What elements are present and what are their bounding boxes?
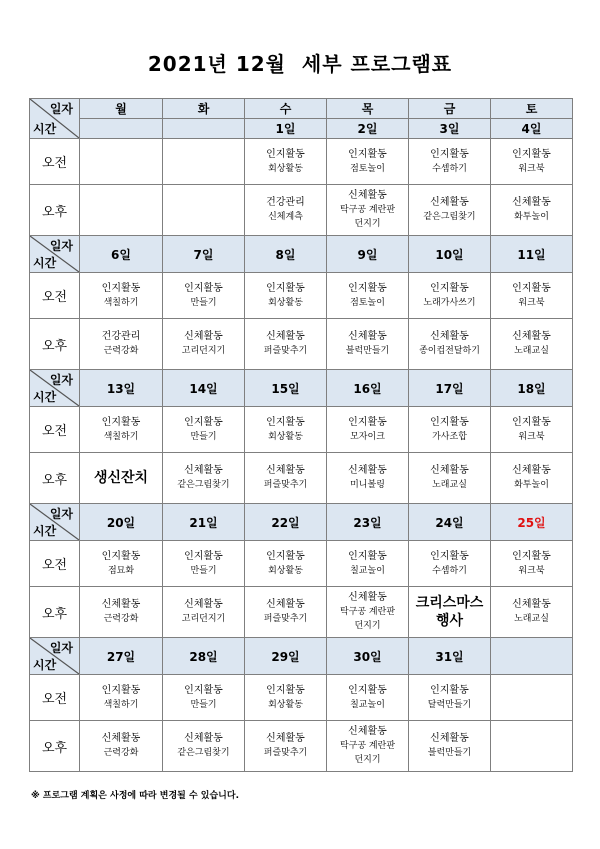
activity-detail: 고리던지기 — [181, 614, 226, 624]
time-label: 시간 — [33, 390, 57, 404]
date-cell: 25일 — [491, 504, 573, 541]
activity-cell — [491, 407, 573, 453]
activity-cell — [163, 453, 245, 504]
activity-category: 인지활동 — [348, 684, 387, 696]
date-cell — [80, 119, 163, 139]
activity-detail: 같은그림찾기 — [177, 480, 230, 490]
activity-cell — [80, 541, 163, 587]
activity-category: 신체활동 — [348, 592, 387, 603]
activity-category: 인지활동 — [266, 148, 305, 160]
activity-cell — [80, 139, 163, 185]
activity-detail: 회상활동 — [268, 699, 303, 710]
activity-detail: 수셈하기 — [432, 163, 467, 174]
date-cell: 17일 — [409, 370, 491, 407]
date-cell — [491, 638, 573, 675]
date-cell: 31일 — [409, 638, 491, 675]
period-label: 오후 — [30, 587, 80, 638]
activity-cell — [327, 273, 409, 319]
activity-detail: 화투놀이 — [514, 480, 549, 490]
activity-detail: 색칠하기 — [103, 431, 139, 442]
weekday-header: 금 — [409, 99, 491, 119]
activity-detail: 노래가사쓰기 — [423, 297, 476, 308]
date-cell: 21일 — [163, 504, 245, 541]
activity-detail: 노래교실 — [432, 480, 467, 490]
activity-category: 신체활동 — [430, 733, 469, 744]
activity-category: 인지활동 — [266, 282, 305, 294]
activity-cell — [163, 319, 245, 370]
activity-category: 신체활동 — [430, 465, 469, 476]
date-cell: 2일 — [327, 119, 409, 139]
activity-cell — [327, 541, 409, 587]
date-cell: 15일 — [245, 370, 327, 407]
activity-cell — [409, 453, 491, 504]
activity-detail: 모자이크 — [350, 431, 385, 442]
activity-category: 신체활동 — [184, 599, 223, 610]
activity-detail: 달력만들기 — [427, 699, 472, 710]
activity-detail: 종이컵전달하기 — [419, 346, 480, 356]
activity-cell — [163, 541, 245, 587]
activity-cell — [491, 721, 573, 772]
activity-cell — [163, 407, 245, 453]
activity-category: 인지활동 — [184, 282, 223, 294]
time-label: 시간 — [33, 122, 57, 136]
date-time-corner-cell — [30, 236, 80, 273]
activity-detail: 색칠하기 — [103, 297, 139, 308]
activity-category: 신체활동 — [512, 197, 551, 208]
activity-detail: 회상활동 — [268, 565, 303, 576]
activity-cell — [245, 541, 327, 587]
date-cell: 22일 — [245, 504, 327, 541]
weekday-header: 화 — [163, 99, 245, 119]
activity-category: 건강관리 — [101, 331, 141, 342]
activity-category: 인지활동 — [101, 550, 141, 562]
date-cell: 9일 — [327, 236, 409, 273]
date-cell: 28일 — [163, 638, 245, 675]
am-row — [30, 407, 573, 453]
period-label: 오전 — [30, 139, 80, 185]
activity-category: 인지활동 — [101, 416, 141, 428]
pm-row — [30, 185, 573, 236]
activity-cell — [409, 319, 491, 370]
date-cell: 8일 — [245, 236, 327, 273]
activity-category: 인지활동 — [184, 684, 223, 696]
activity-category: 인지활동 — [266, 416, 305, 428]
activity-category: 인지활동 — [512, 550, 551, 562]
activity-cell — [245, 675, 327, 721]
activity-cell — [409, 185, 491, 236]
time-label: 시간 — [33, 524, 57, 538]
activity-cell — [327, 139, 409, 185]
activity-category: 신체활동 — [512, 331, 551, 342]
activity-detail: 같은그림찾기 — [423, 212, 476, 222]
activity-category: 인지활동 — [348, 416, 387, 428]
activity-cell — [163, 587, 245, 638]
activity-cell — [327, 675, 409, 721]
footnote: ※ 프로그램 계획은 사정에 따라 변경될 수 있습니다. — [31, 791, 239, 801]
activity-detail: 탁구공 계란판 — [339, 607, 396, 617]
activity-detail: 워크북 — [518, 431, 545, 442]
date-time-corner-cell — [30, 99, 80, 139]
activity-detail: 블럭만들기 — [427, 748, 472, 758]
activity-cell — [80, 453, 163, 504]
activity-category: 인지활동 — [266, 684, 305, 696]
activity-detail: 탁구공 계란판 — [339, 205, 396, 215]
activity-category: 신체활동 — [266, 733, 305, 744]
time-label: 시간 — [33, 256, 57, 270]
activity-cell — [491, 319, 573, 370]
activity-detail: 수셈하기 — [432, 565, 467, 576]
activity-detail: 미니볼링 — [350, 480, 385, 490]
activity-detail: 행사 — [435, 613, 464, 629]
date-cell: 1일 — [245, 119, 327, 139]
date-label: 일자 — [49, 239, 73, 253]
activity-cell — [163, 273, 245, 319]
activity-cell — [245, 185, 327, 236]
activity-cell — [409, 541, 491, 587]
activity-category: 인지활동 — [348, 282, 387, 294]
date-label: 일자 — [49, 102, 73, 116]
activity-detail: 화투놀이 — [514, 212, 549, 222]
activity-cell — [409, 675, 491, 721]
date-cell: 11일 — [491, 236, 573, 273]
date-time-corner-cell — [30, 504, 80, 541]
activity-cell — [327, 407, 409, 453]
activity-detail: 퍼즐맞추기 — [263, 614, 308, 624]
activity-detail: 회상활동 — [268, 297, 303, 308]
activity-cell — [491, 185, 573, 236]
date-cell: 13일 — [80, 370, 163, 407]
activity-category: 생신잔치 — [93, 470, 149, 486]
weekday-header-row — [30, 99, 573, 119]
activity-cell — [163, 721, 245, 772]
date-cell: 4일 — [491, 119, 573, 139]
activity-detail: 블럭만들기 — [345, 346, 390, 356]
activity-category: 신체활동 — [184, 331, 223, 342]
activity-cell — [409, 273, 491, 319]
activity-cell — [245, 139, 327, 185]
activity-cell — [245, 587, 327, 638]
activity-detail: 칠교놀이 — [350, 565, 385, 576]
activity-category: 인지활동 — [184, 550, 223, 562]
date-cell: 18일 — [491, 370, 573, 407]
date-time-corner-cell — [30, 370, 80, 407]
period-label: 오후 — [30, 453, 80, 504]
am-row — [30, 675, 573, 721]
activity-cell — [491, 273, 573, 319]
activity-category: 신체활동 — [266, 599, 305, 610]
am-row — [30, 273, 573, 319]
activity-cell — [491, 587, 573, 638]
activity-category: 신체활동 — [348, 190, 387, 201]
activity-cell — [245, 721, 327, 772]
activity-category: 신체활동 — [184, 465, 223, 476]
period-label: 오후 — [30, 185, 80, 236]
activity-cell — [409, 587, 491, 638]
period-label: 오전 — [30, 407, 80, 453]
activity-cell — [80, 273, 163, 319]
activity-category: 인지활동 — [430, 148, 469, 160]
activity-cell — [491, 139, 573, 185]
date-cell: 3일 — [409, 119, 491, 139]
weekday-header: 토 — [491, 99, 573, 119]
activity-cell — [245, 319, 327, 370]
date-cell: 29일 — [245, 638, 327, 675]
date-label: 일자 — [49, 507, 73, 521]
activity-detail: 고리던지기 — [181, 346, 226, 356]
activity-cell — [491, 453, 573, 504]
activity-cell — [80, 407, 163, 453]
am-row — [30, 541, 573, 587]
activity-category: 인지활동 — [266, 550, 305, 562]
activity-category: 신체활동 — [430, 197, 469, 208]
activity-category: 신체활동 — [184, 733, 223, 744]
activity-cell — [409, 721, 491, 772]
weekday-header: 수 — [245, 99, 327, 119]
am-row — [30, 139, 573, 185]
activity-detail: 회상활동 — [268, 431, 303, 442]
activity-detail: 던지기 — [354, 621, 381, 631]
activity-category: 인지활동 — [430, 416, 469, 428]
date-cell: 23일 — [327, 504, 409, 541]
activity-detail: 회상활동 — [268, 163, 303, 174]
activity-detail: 만들기 — [190, 699, 217, 710]
activity-category: 신체활동 — [348, 726, 387, 737]
period-label: 오후 — [30, 721, 80, 772]
activity-cell — [80, 587, 163, 638]
activity-cell — [491, 541, 573, 587]
date-cell: 30일 — [327, 638, 409, 675]
activity-cell — [327, 319, 409, 370]
activity-detail: 칠교놀이 — [350, 699, 385, 710]
activity-detail: 점토놀이 — [350, 163, 385, 174]
date-row — [30, 370, 573, 407]
activity-detail: 만들기 — [190, 565, 217, 576]
activity-category: 인지활동 — [512, 282, 551, 294]
activity-detail: 근력강화 — [103, 614, 139, 624]
activity-detail: 같은그림찾기 — [177, 748, 230, 758]
activity-category: 신체활동 — [512, 599, 551, 610]
activity-category: 신체활동 — [348, 331, 387, 342]
activity-category: 신체활동 — [101, 599, 141, 610]
activity-cell — [327, 587, 409, 638]
activity-category: 신체활동 — [512, 465, 551, 476]
date-cell: 16일 — [327, 370, 409, 407]
activity-detail: 워크북 — [518, 297, 545, 308]
weekday-header: 월 — [80, 99, 163, 119]
activity-cell — [163, 185, 245, 236]
date-cell: 6일 — [80, 236, 163, 273]
activity-category: 건강관리 — [266, 197, 305, 208]
date-cell: 14일 — [163, 370, 245, 407]
date-label: 일자 — [49, 373, 73, 387]
activity-category: 신체활동 — [430, 331, 469, 342]
activity-category: 신체활동 — [266, 331, 305, 342]
activity-category: 인지활동 — [184, 416, 223, 428]
activity-category: 인지활동 — [101, 684, 141, 696]
date-row — [30, 638, 573, 675]
activity-category: 인지활동 — [348, 148, 387, 160]
activity-detail: 던지기 — [354, 219, 381, 229]
date-cell: 24일 — [409, 504, 491, 541]
schedule-table — [29, 98, 573, 772]
activity-cell — [245, 273, 327, 319]
activity-category: 인지활동 — [430, 282, 469, 294]
activity-detail: 근력강화 — [103, 748, 139, 758]
activity-detail: 근력강화 — [103, 346, 139, 356]
activity-detail: 만들기 — [190, 297, 217, 308]
activity-category: 인지활동 — [430, 550, 469, 562]
activity-category: 신체활동 — [101, 733, 141, 744]
activity-cell — [80, 721, 163, 772]
activity-category: 인지활동 — [512, 416, 551, 428]
activity-detail: 만들기 — [190, 431, 217, 442]
activity-detail: 신체계측 — [268, 212, 303, 222]
activity-category: 인지활동 — [101, 282, 141, 294]
activity-cell — [80, 319, 163, 370]
activity-detail: 퍼즐맞추기 — [263, 346, 308, 356]
activity-cell — [245, 407, 327, 453]
page-title: 2021년 12월 세부 프로그램표 — [147, 52, 453, 76]
activity-cell — [80, 675, 163, 721]
activity-detail: 탁구공 계란판 — [339, 741, 396, 751]
pm-row — [30, 721, 573, 772]
date-row — [30, 504, 573, 541]
date-time-corner-cell — [30, 638, 80, 675]
activity-detail: 노래교실 — [514, 346, 549, 356]
pm-row — [30, 319, 573, 370]
activity-category: 인지활동 — [348, 550, 387, 562]
date-label: 일자 — [49, 641, 73, 655]
activity-detail: 워크북 — [518, 163, 545, 174]
date-cell: 20일 — [80, 504, 163, 541]
activity-detail: 점묘화 — [107, 565, 135, 576]
date-row — [30, 119, 573, 139]
date-cell: 7일 — [163, 236, 245, 273]
activity-detail: 퍼즐맞추기 — [263, 748, 308, 758]
activity-cell — [491, 675, 573, 721]
weekday-header: 목 — [327, 99, 409, 119]
activity-category: 인지활동 — [512, 148, 551, 160]
activity-cell — [163, 139, 245, 185]
activity-cell — [245, 453, 327, 504]
activity-cell — [409, 139, 491, 185]
date-cell: 27일 — [80, 638, 163, 675]
period-label: 오후 — [30, 319, 80, 370]
date-cell — [163, 119, 245, 139]
period-label: 오전 — [30, 273, 80, 319]
activity-detail: 퍼즐맞추기 — [263, 480, 308, 490]
activity-category: 크리스마스 — [415, 595, 484, 611]
activity-category: 인지활동 — [430, 684, 469, 696]
date-cell: 10일 — [409, 236, 491, 273]
activity-category: 신체활동 — [348, 465, 387, 476]
pm-row — [30, 453, 573, 504]
period-label: 오전 — [30, 675, 80, 721]
activity-cell — [163, 675, 245, 721]
time-label: 시간 — [33, 658, 57, 672]
activity-detail: 노래교실 — [514, 614, 549, 624]
activity-cell — [327, 453, 409, 504]
pm-row — [30, 587, 573, 638]
period-label: 오전 — [30, 541, 80, 587]
activity-detail: 던지기 — [354, 755, 381, 765]
activity-cell — [327, 721, 409, 772]
activity-category: 신체활동 — [266, 465, 305, 476]
activity-detail: 워크북 — [518, 565, 545, 576]
activity-cell — [409, 407, 491, 453]
date-row — [30, 236, 573, 273]
activity-detail: 색칠하기 — [103, 699, 139, 710]
activity-cell — [327, 185, 409, 236]
activity-detail: 가사조합 — [432, 431, 467, 442]
activity-cell — [80, 185, 163, 236]
activity-detail: 점토놀이 — [350, 297, 385, 308]
